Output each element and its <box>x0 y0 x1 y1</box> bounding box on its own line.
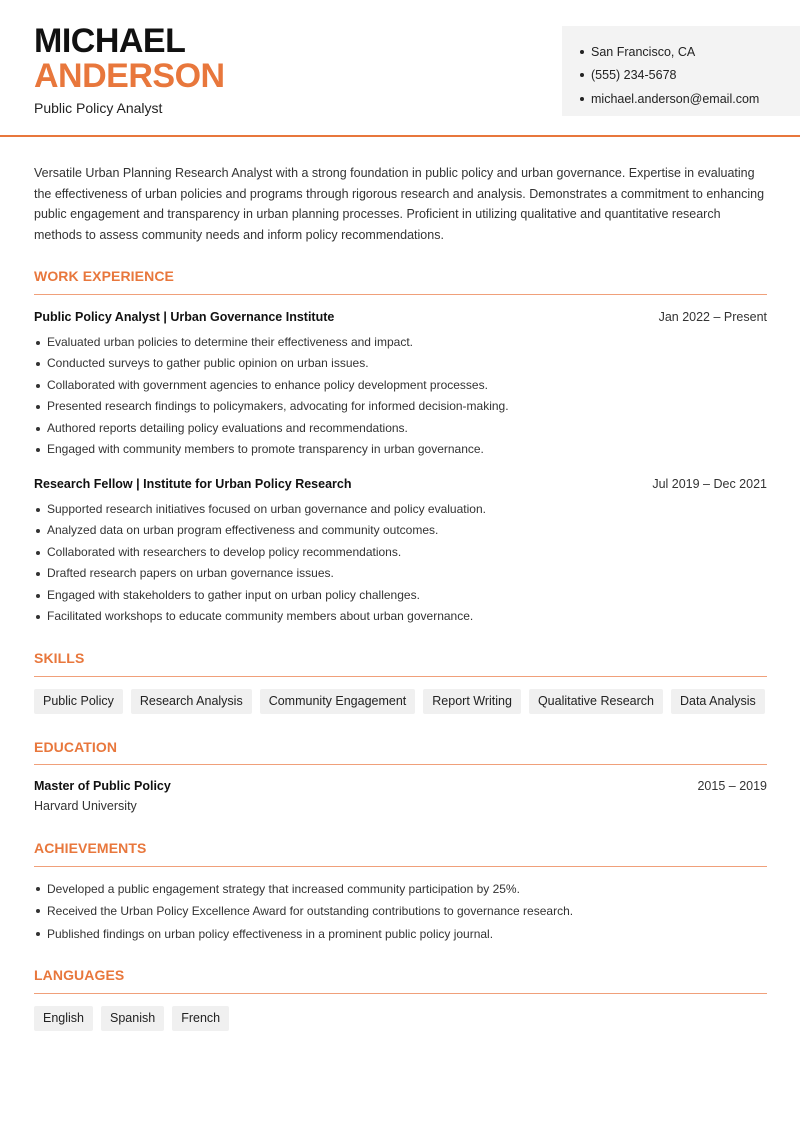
languages-list <box>34 1006 229 1031</box>
education-school: Harvard University <box>34 799 137 813</box>
skill-chip: Data Analysis <box>671 689 765 714</box>
list-item: Engaged with stakeholders to gather input on urban policy challenges. <box>34 585 767 606</box>
contact-box <box>562 26 800 116</box>
list-item: Collaborated with researchers to develop policy recommendations. <box>34 542 767 563</box>
list-item: Supported research initiatives focused on urban governance and policy evaluation. <box>34 499 767 520</box>
education-dates: 2015 – 2019 <box>697 779 767 793</box>
list-item: Facilitated workshops to educate community members about urban governance. <box>34 606 767 627</box>
job-dates: Jul 2019 – Dec 2021 <box>652 477 767 491</box>
list-item: Conducted surveys to gather public opinion on urban issues. <box>34 353 767 374</box>
job-bullets <box>34 332 767 460</box>
list-item: Authored reports detailing policy evaluations and recommendations. <box>34 418 767 439</box>
skills-list <box>34 689 765 714</box>
section-title-languages: LANGUAGES <box>34 967 125 983</box>
section-title-skills: SKILLS <box>34 650 85 666</box>
list-item: Collaborated with government agencies to enhance policy development processes. <box>34 375 767 396</box>
job-dates: Jan 2022 – Present <box>658 310 767 324</box>
contact-location <box>580 40 800 64</box>
contact-email-text: michael.anderson@email.com <box>591 91 760 106</box>
education-degree: Master of Public Policy <box>34 779 171 793</box>
language-chip: French <box>172 1006 229 1031</box>
contact-phone <box>580 64 800 88</box>
full-name <box>34 24 225 93</box>
skill-chip: Public Policy <box>34 689 123 714</box>
skill-chip: Research Analysis <box>131 689 252 714</box>
job-bullets <box>34 499 767 627</box>
list-item: Engaged with community members to promote transparency in urban governance. <box>34 439 767 460</box>
job-role: Research Fellow | Institute for Urban Policy Research <box>34 477 352 491</box>
contact-location-text: San Francisco, CA <box>591 44 696 59</box>
list-item: Developed a public engagement strategy that increased community participation by 25%. <box>34 878 767 900</box>
job-role: Public Policy Analyst | Urban Governance Institute <box>34 310 335 324</box>
section-divider <box>34 294 767 295</box>
section-title-achievements: ACHIEVEMENTS <box>34 840 147 856</box>
section-title-work: WORK EXPERIENCE <box>34 268 174 284</box>
section-divider <box>34 866 767 867</box>
list-item: Evaluated urban policies to determine their effectiveness and impact. <box>34 332 767 353</box>
section-title-education: EDUCATION <box>34 739 118 755</box>
skill-chip: Report Writing <box>423 689 521 714</box>
skill-chip: Community Engagement <box>260 689 416 714</box>
achievements-list <box>34 878 767 945</box>
summary: Versatile Urban Planning Research Analyst with a strong foundation in public policy and urban governance. Expertise in evaluating the effectiveness of urban policies and programs through rigorous research and analysis. Demonstrates a commitment to enhancing public engagement and transparency in urban planning processes. Proficient in utilizing qualitative and quantitative research methods to assess community needs and inform policy recommendations. <box>34 166 765 242</box>
job-header <box>34 477 767 491</box>
language-chip: English <box>34 1006 93 1031</box>
skill-chip: Qualitative Research <box>529 689 663 714</box>
contact-phone-text: (555) 234-5678 <box>591 68 677 83</box>
list-item: Published findings on urban policy effectiveness in a prominent public policy journal. <box>34 923 767 945</box>
section-divider <box>34 764 767 765</box>
list-item: Presented research findings to policymakers, advocating for informed decision-making. <box>34 396 767 417</box>
section-divider <box>34 676 767 677</box>
list-item: Drafted research papers on urban governance issues. <box>34 563 767 584</box>
resume-header <box>0 0 800 137</box>
contact-email <box>580 87 800 111</box>
last-name: ANDERSON <box>34 57 225 95</box>
first-name: MICHAEL <box>34 22 186 60</box>
list-item: Received the Urban Policy Excellence Award for outstanding contributions to governance research. <box>34 900 767 922</box>
bullet-icon <box>580 97 584 101</box>
bullet-icon <box>580 50 584 54</box>
list-item: Analyzed data on urban program effectiveness and community outcomes. <box>34 520 767 541</box>
job-title: Public Policy Analyst <box>34 100 163 116</box>
job-header <box>34 310 767 324</box>
section-divider <box>34 993 767 994</box>
bullet-icon <box>580 73 584 77</box>
language-chip: Spanish <box>101 1006 164 1031</box>
